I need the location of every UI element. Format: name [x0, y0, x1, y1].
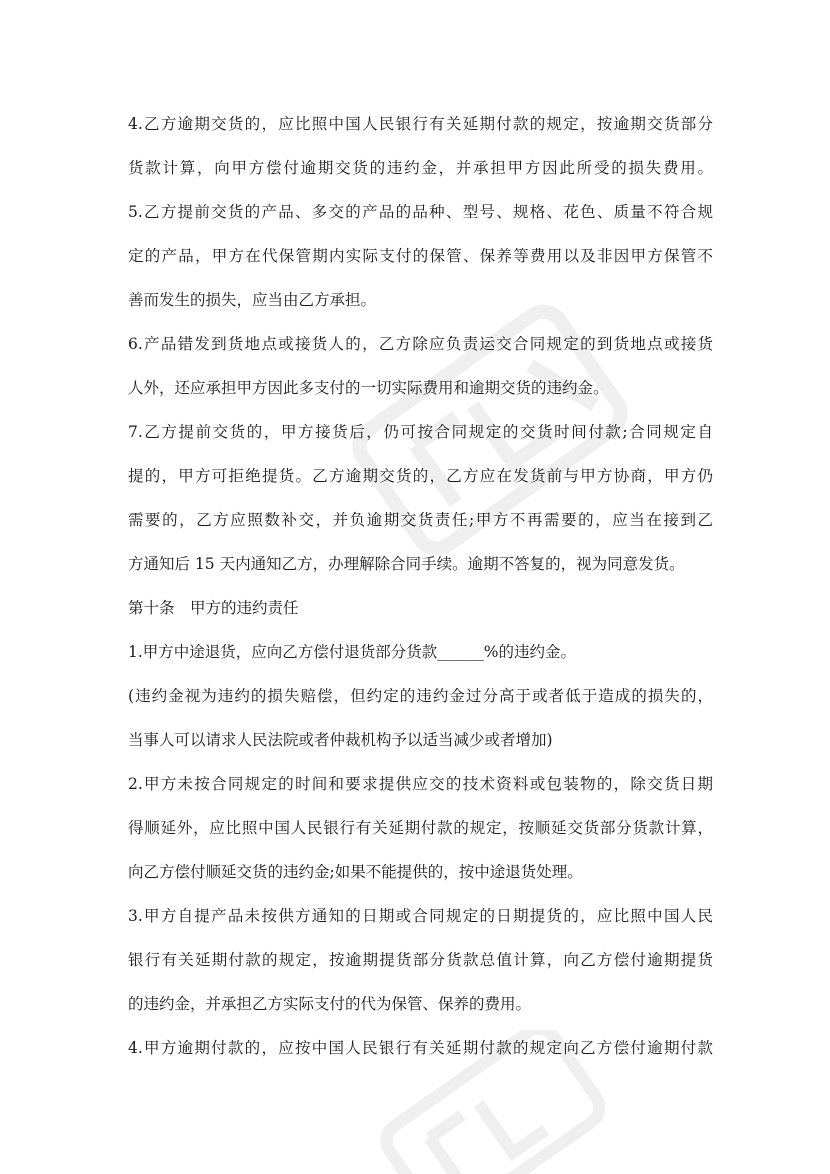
text-line: (违约金视为违约的损失赔偿，但约定的违约金过分高于或者低于造成的损失的， — [128, 687, 713, 705]
text-line: 的违约金，并承担乙方实际支付的代为保管、保养的费用。 — [128, 995, 532, 1013]
text-line: 3.甲方自提产品未按供方通知的日期或合同规定的日期提货的，应比照中国人民 — [128, 907, 713, 925]
text-line: 7.乙方提前交货的，甲方接货后，仍可按合同规定的交货时间付款;合同规定自 — [128, 423, 713, 441]
text-line: 4.乙方逾期交货的，应比照中国人民银行有关延期付款的规定，按逾期交货部分 — [128, 115, 713, 133]
text-line: 定的产品，甲方在代保管期内实际支付的保管、保养等费用以及非因甲方保管不 — [128, 247, 713, 265]
text-line: 人外，还应承担甲方因此多支付的一切实际费用和逾期交货的违约金。 — [128, 379, 609, 397]
text-line: 得顺延外，应比照中国人民银行有关延期付款的规定，按顺延交货部分货款计算， — [128, 819, 713, 837]
text-line: 银行有关延期付款的规定，按逾期提货部分货款总值计算，向乙方偿付逾期提货 — [128, 951, 713, 969]
text-line: 5.乙方提前交货的产品、多交的产品的品种、型号、规格、花色、质量不符合规 — [128, 203, 713, 221]
text-line: 4.甲方逾期付款的，应按中国人民银行有关延期付款的规定向乙方偿付逾期付款 — [128, 1039, 713, 1057]
text-line: 向乙方偿付顺延交货的违约金;如果不能提供的，按中途退货处理。 — [128, 863, 583, 881]
text-line: 2.甲方未按合同规定的时间和要求提供应交的技术资料或包装物的，除交货日期 — [128, 775, 713, 793]
text-line: 1.甲方中途退货，应向乙方偿付退货部分货款______%的违约金。 — [128, 643, 577, 661]
text-line: 当事人可以请求人民法院或者仲裁机构予以适当减少或者增加) — [128, 731, 553, 749]
text-line: 善而发生的损失，应当由乙方承担。 — [128, 291, 377, 309]
text-line: 提的，甲方可拒绝提货。乙方逾期交货的，乙方应在发货前与甲方协商，甲方仍 — [128, 467, 713, 485]
section-heading: 第十条 甲方的违约责任 — [128, 599, 299, 617]
text-line: 方通知后 15 天内通知乙方，办理解除合同手续。逾期不答复的，视为同意发货。 — [128, 555, 685, 573]
text-line: 6.产品错发到货地点或接货人的，乙方除应负责运交合同规定的到货地点或接货 — [128, 335, 713, 353]
text-line: 货款计算，向甲方偿付逾期交货的违约金，并承担甲方因此所受的损失费用。 — [128, 159, 713, 177]
text-line: 需要的，乙方应照数补交，并负逾期交货责任;甲方不再需要的，应当在接到乙 — [128, 511, 713, 529]
